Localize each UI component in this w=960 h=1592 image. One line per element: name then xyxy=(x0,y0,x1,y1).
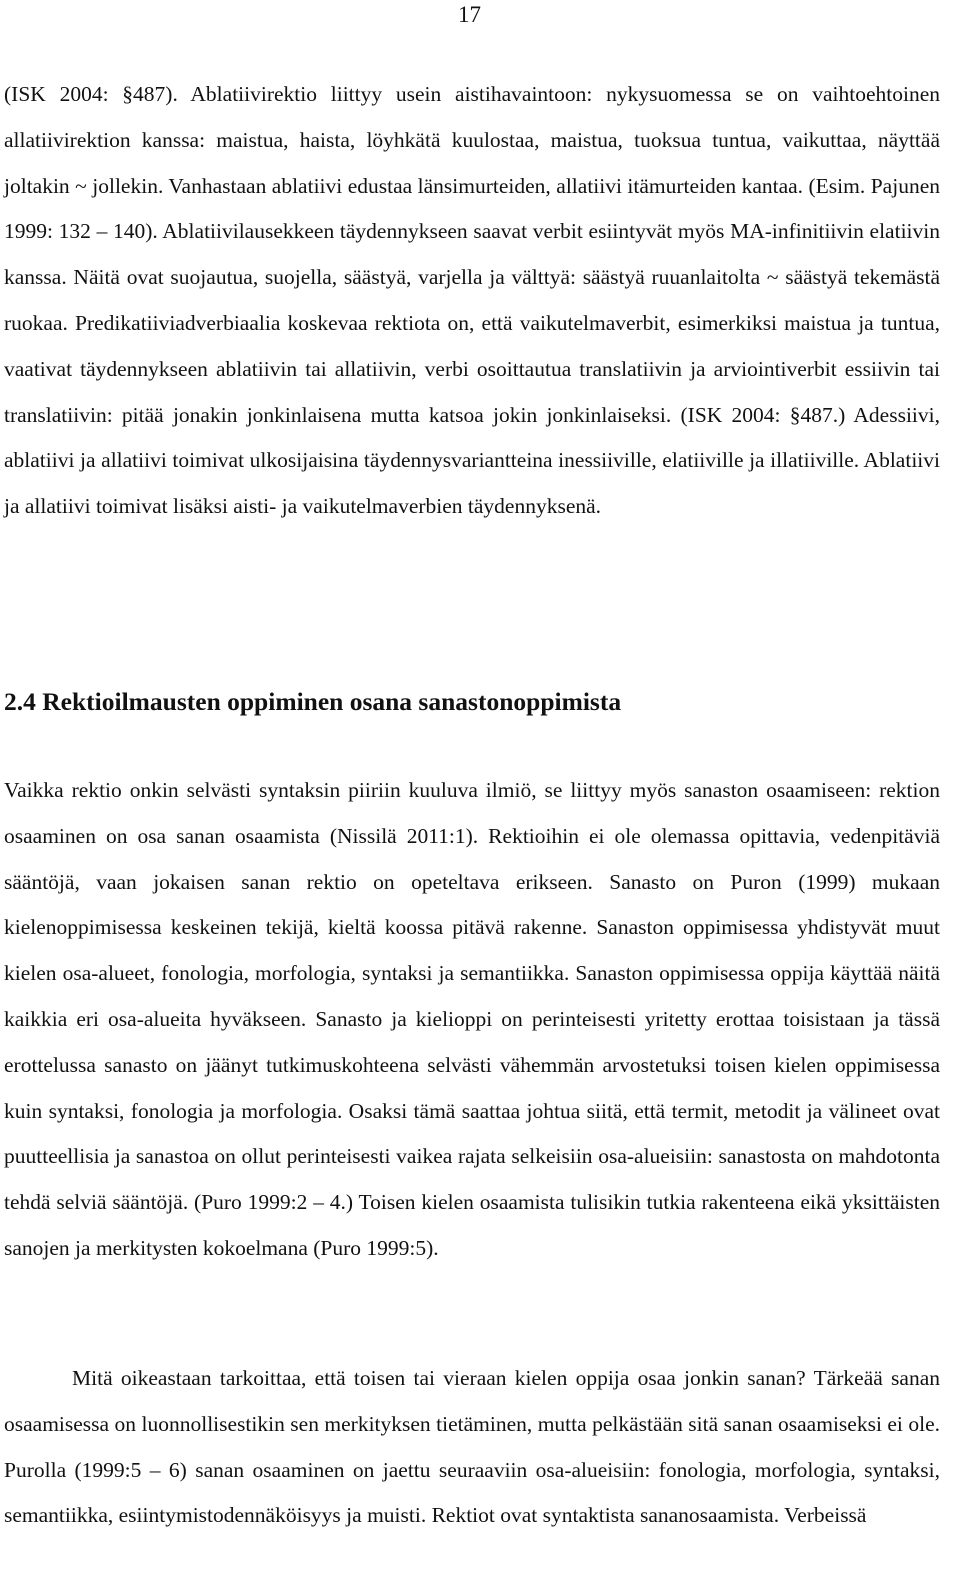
page-number: 17 xyxy=(458,2,481,27)
section-number: 2.4 xyxy=(4,687,36,716)
body-paragraph-ablatiivi: (ISK 2004: §487). Ablatiivirektio liittyy usein aistihavaintoon: nykysuomessa se on vaihtoehtoinen allatiivirektion kanssa: maistua, haista, löyhkätä kuulostaa, maistua, tuoksua tuntua, vaikuttaa, näyttää joltakin ~ jollekin. Vanhastaan ablatiivi edustaa länsimurteiden, allatiivi itämurteiden kantaa. (Esim. Pajunen 1999: 132 – 140). Ablatiivilausekkeen täydennykseen saavat verbit esiintyvät myös MA-infinitiivin elatiivin kanssa. Näitä ovat suojautua, suojella, säästyä, varjella ja välttyä: säästyä ruuanlaitolta ~ säästyä tekemästä ruokaa. Predikatiiviadverbiaalia koskevaa rektiota on, että vaikutelmaverbit, esimerkiksi maistua ja tuntua, vaativat täydennykseen ablatiivin tai allatiivin, verbi osoittautua translatiivin ja arviointiverbit essiivin tai translatiivin: pitää jonakin jonkinlaisena mutta katsoa jokin jonkinlaiseksi. (ISK 2004: §487.) Adessiivi, ablatiivi ja allatiivi toimivat ulkosijaisina täydennysvariantteina inessiiville, elatiiville ja illatiiville. Ablatiivi ja allatiivi toimivat lisäksi aisti- ja vaikutelmaverbien täydennyksenä. xyxy=(4,82,940,519)
section-heading xyxy=(4,682,621,722)
body-paragraph-sanan-osaaminen: Mitä oikeastaan tarkoittaa, että toisen tai vieraan kielen oppija osaa jonkin sanan? Tärkeää sanan osaamisessa on luonnollisestikin sen merkityksen tietäminen, mutta pelkästään sitä sanan osaamiseksi ei ole. Purolla (1999:5 – 6) sanan osaaminen on jaettu seuraaviin osa-alueisiin: fonologia, morfologia, syntaksi, semantiikka, esiintymistodennäköisyys ja muisti. Rektiot ovat syntaktista sananosaamista. Verbeissä xyxy=(4,1366,940,1528)
section-title: Rektioilmausten oppiminen osana sanastonoppimista xyxy=(42,687,622,716)
body-paragraph-sanasto: Vaikka rektio onkin selvästi syntaksin piiriin kuuluva ilmiö, se liittyy myös sanaston osaamiseen: rektion osaaminen on osa sanan osaamista (Nissilä 2011:1). Rektioihin ei ole olemassa opittavia, vedenpitäviä sääntöjä, vaan jokaisen sanan rektio on opeteltava erikseen. Sanasto on Puron (1999) mukaan kielenoppimisessa keskeinen tekijä, kieltä koossa pitävä rakenne. Sanaston oppimisessa yhdistyvät muut kielen osa-alueet, fonologia, morfologia, syntaksi ja semantiikka. Sanaston oppimisessa oppija käyttää näitä kaikkia eri osa-alueita hyväkseen. Sanasto ja kielioppi on perinteisesti yritetty erottaa toisistaan ja tässä erottelussa sanasto on jäänyt tutkimuskohteena selvästi vähemmän arvostetuksi toisen kielen oppimisessa kuin syntaksi, fonologia ja morfologia. Osaksi tämä saattaa johtua siitä, että termit, metodit ja välineet ovat puutteellisia ja sanastoa on ollut perinteisesti vaikea rajata selkeisiin osa-alueisiin: sanastosta on mahdotonta tehdä selviä sääntöjä. (Puro 1999:2 – 4.) Toisen kielen osaamista tulisikin tutkia rakenteena eikä yksittäisten sanojen ja merkitysten kokoelmana (Puro 1999:5). xyxy=(4,778,940,1260)
